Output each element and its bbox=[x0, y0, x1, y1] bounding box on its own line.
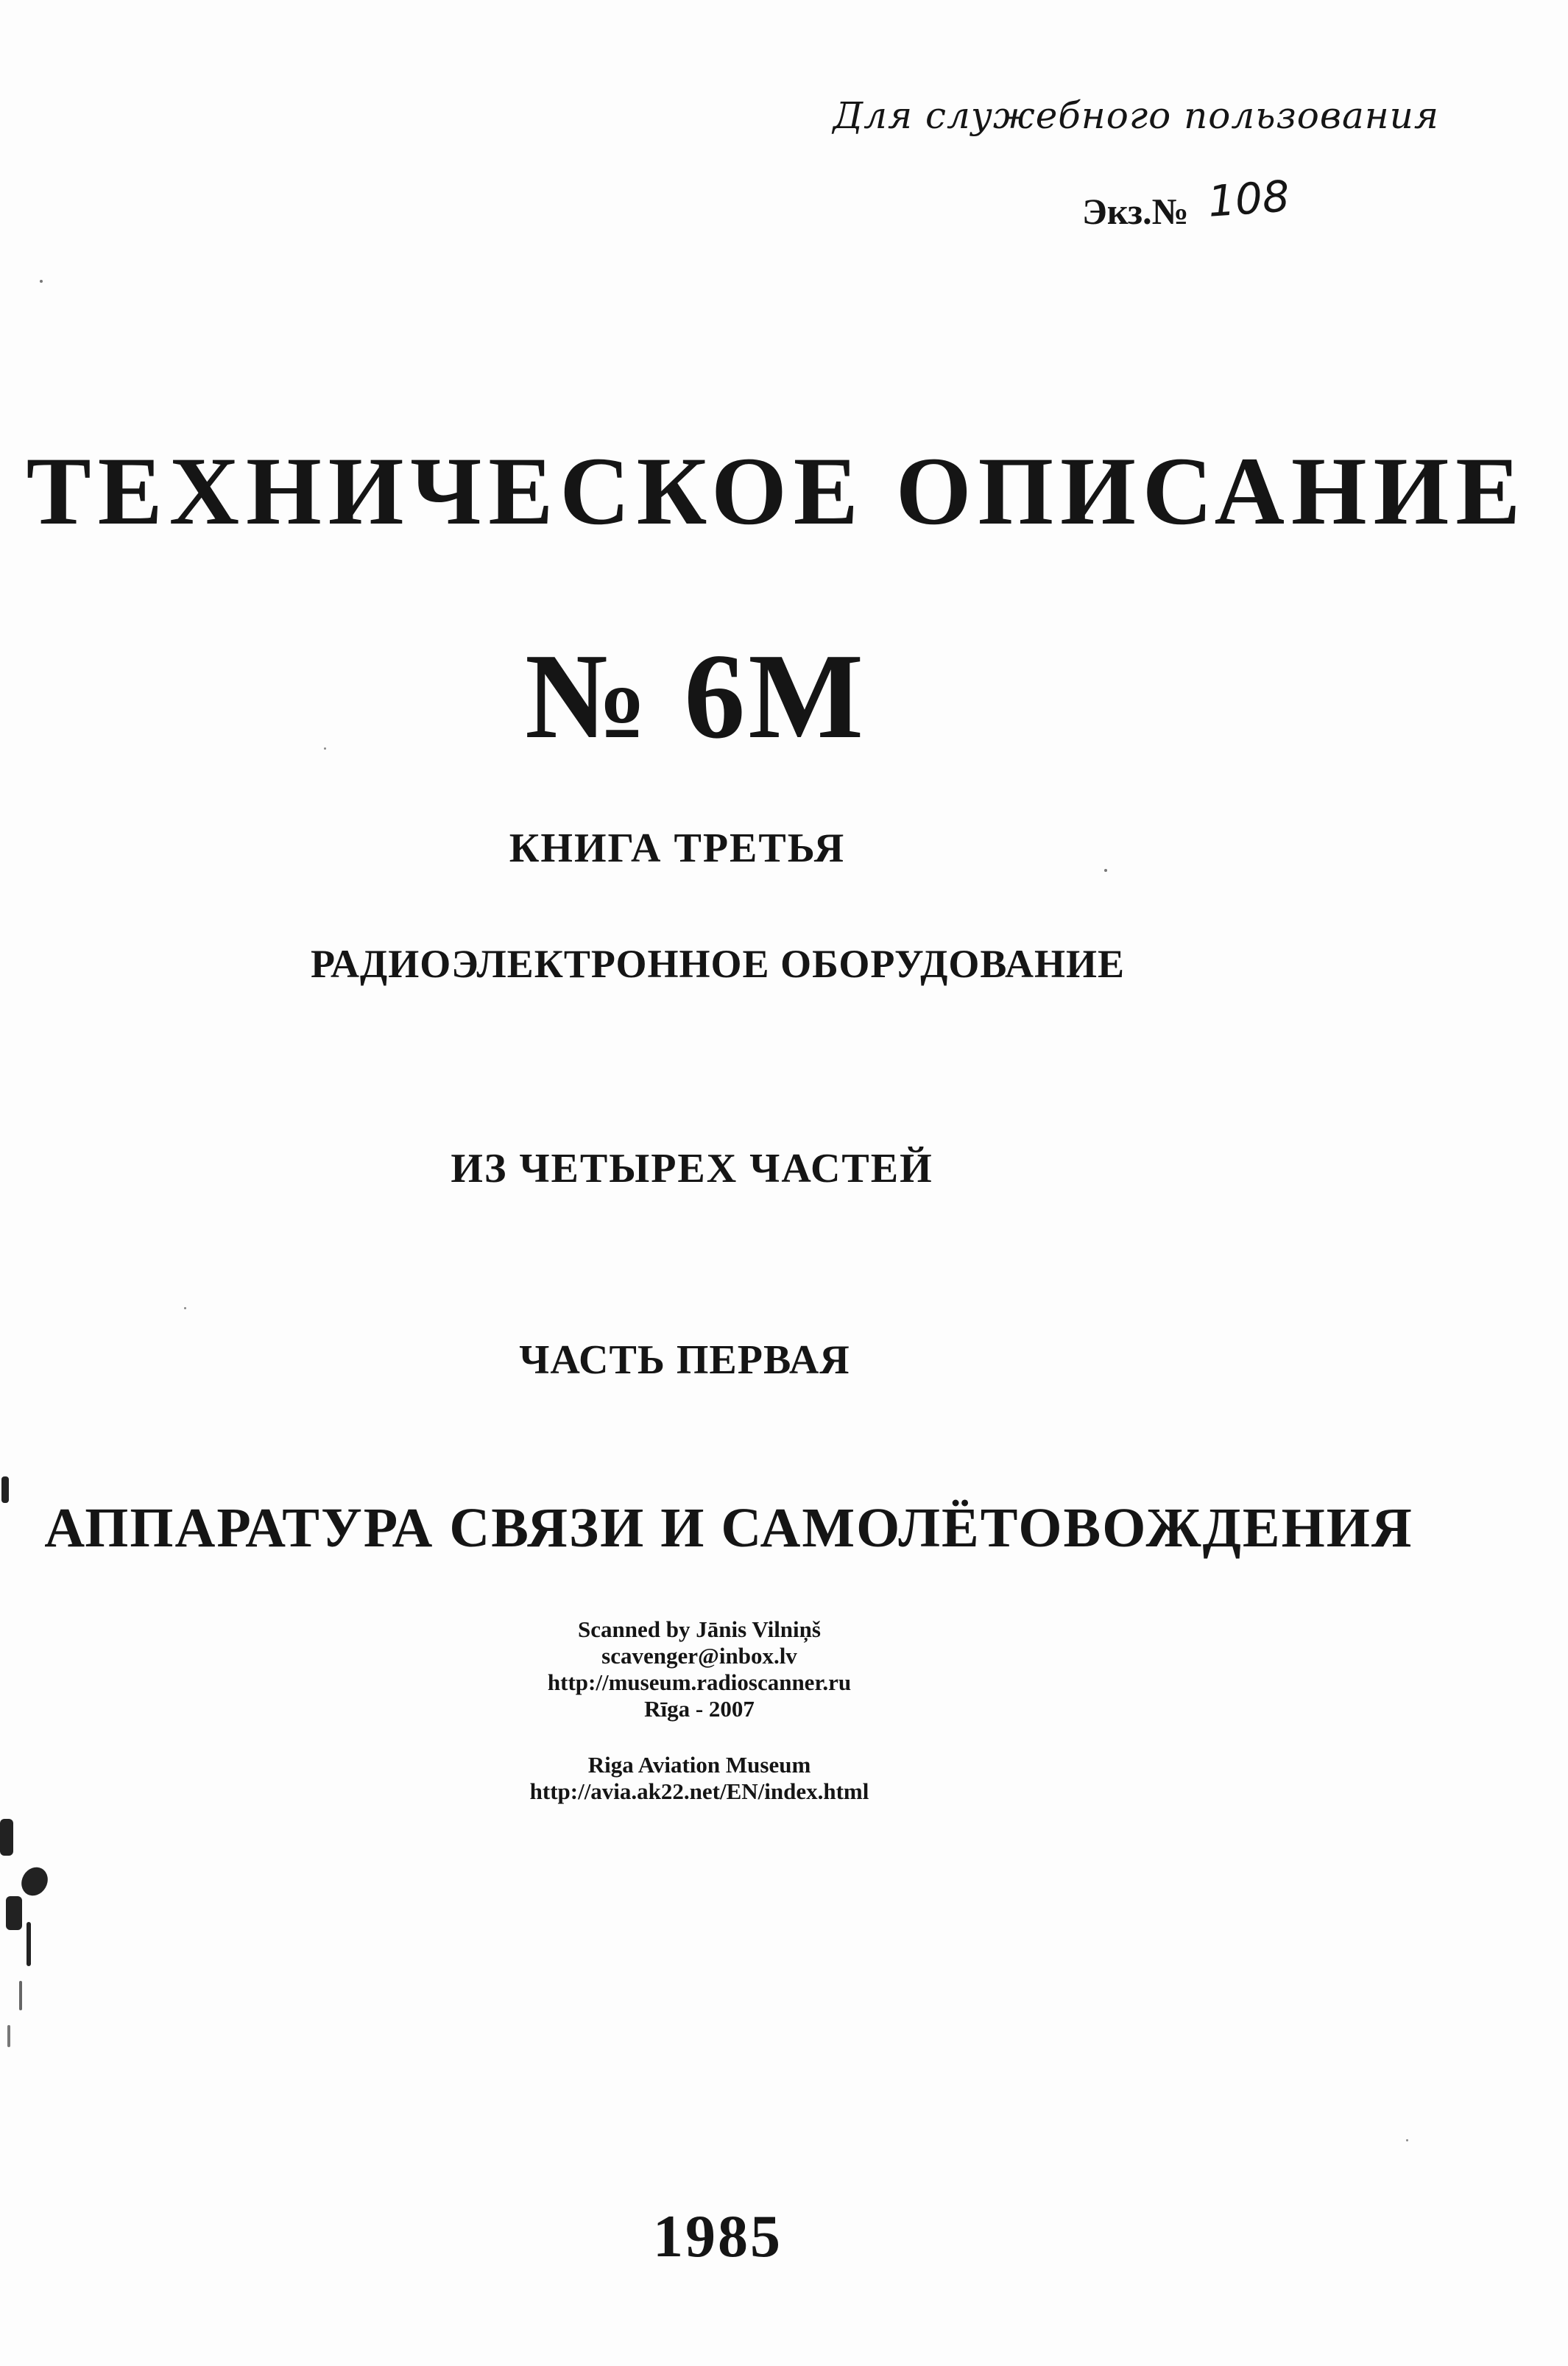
credit-museum-url: http://avia.ak22.net/EN/index.html bbox=[529, 1778, 869, 1804]
credit-email: scavenger@inbox.lv bbox=[601, 1643, 797, 1669]
copy-number-label: Экз.№ bbox=[1082, 191, 1189, 232]
volume-title: РАДИОЭЛЕКТРОННОЕ ОБОРУДОВАНИЕ bbox=[310, 942, 1126, 986]
parts-count: ИЗ ЧЕТЫРЕХ ЧАСТЕЙ bbox=[451, 1146, 933, 1191]
book-label: КНИГА ТРЕТЬЯ bbox=[509, 825, 846, 871]
credit-site: http://museum.radioscanner.ru bbox=[547, 1669, 852, 1695]
credit-place-year: Rīga - 2007 bbox=[644, 1696, 755, 1722]
restriction-notice: Для служебного пользования bbox=[833, 94, 1439, 137]
document-number: № 6М bbox=[525, 628, 866, 764]
document-title: ТЕХНИЧЕСКОЕ ОПИСАНИЕ bbox=[26, 437, 1528, 545]
credit-museum: Riga Aviation Museum bbox=[587, 1752, 811, 1778]
subject-title: АППАРАТУРА СВЯЗИ И САМОЛЁТОВОЖДЕНИЯ bbox=[44, 1497, 1413, 1559]
part-label: ЧАСТЬ ПЕРВАЯ bbox=[519, 1337, 850, 1383]
credit-scanned-by: Scanned by Jānis Vilniņš bbox=[578, 1616, 821, 1642]
copy-number-handwritten: 108 bbox=[1206, 171, 1291, 227]
publication-year: 1985 bbox=[653, 2203, 783, 2270]
scan-credits bbox=[530, 1616, 869, 1805]
copy-number-line bbox=[1082, 171, 1291, 234]
